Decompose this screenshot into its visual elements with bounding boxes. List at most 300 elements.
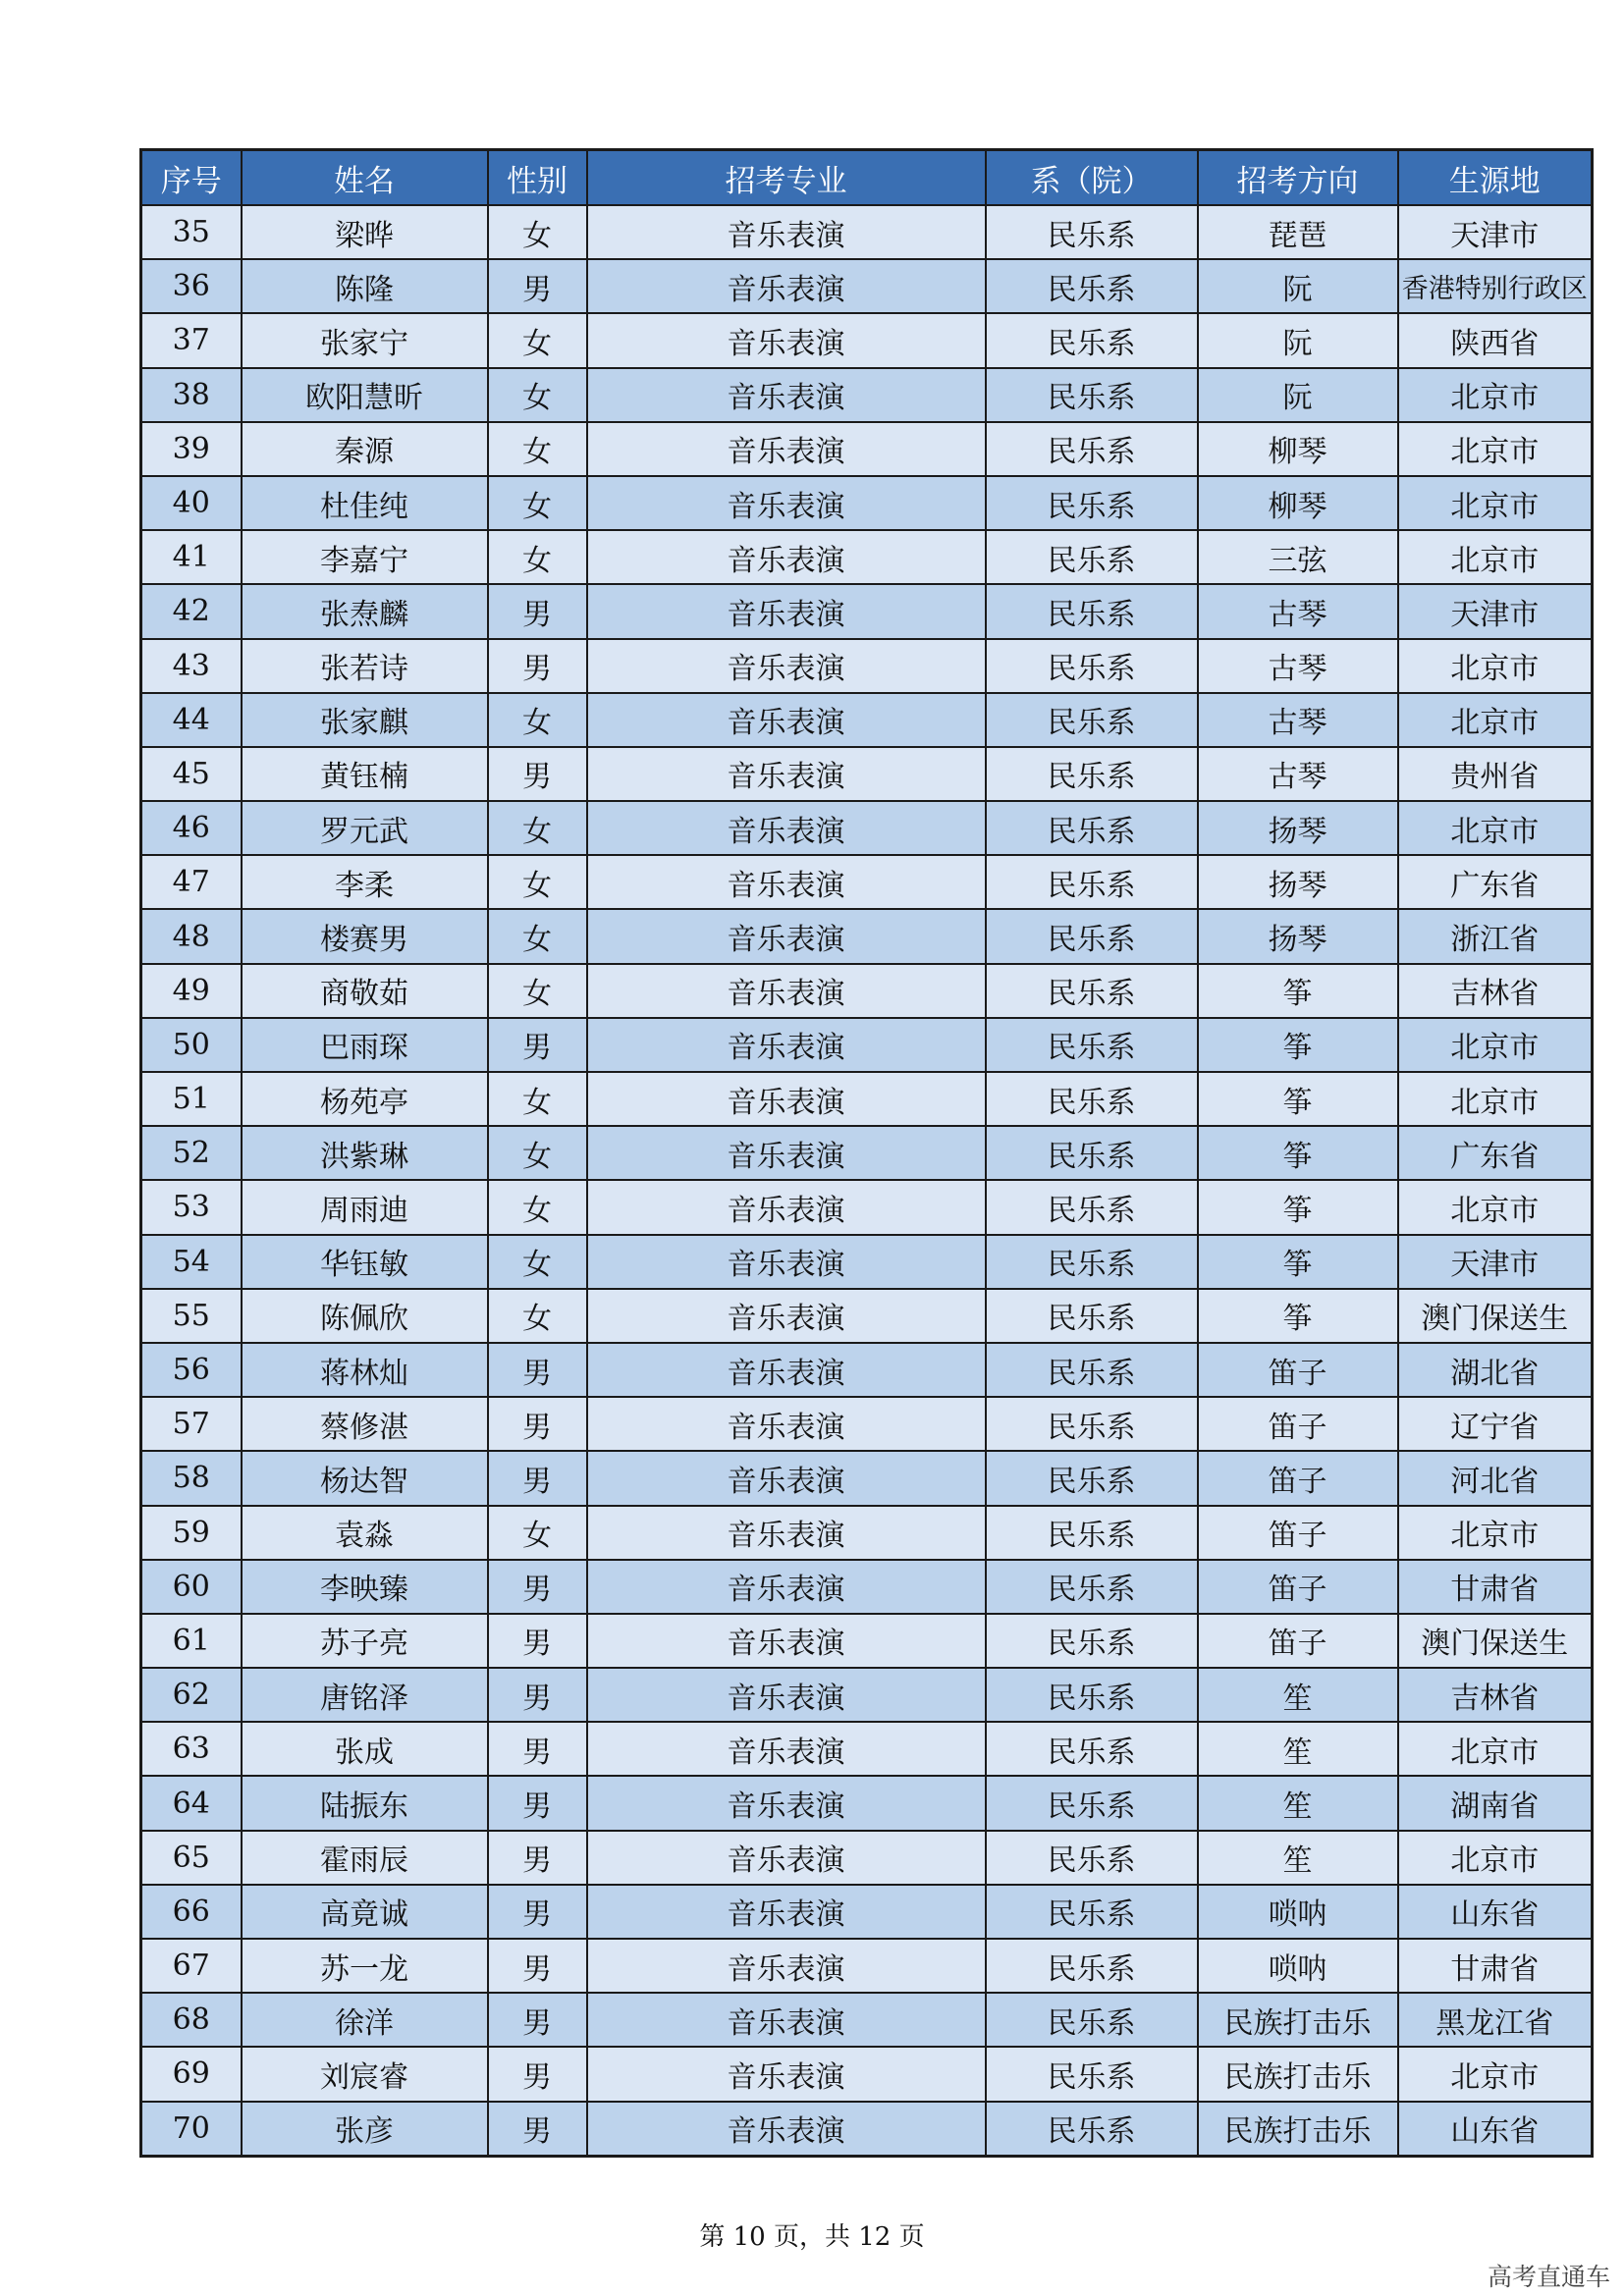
cell-gender: 女 [488, 530, 587, 584]
cell-gender: 男 [488, 259, 587, 313]
cell-direction: 筝 [1198, 1018, 1398, 1072]
cell-direction: 笛子 [1198, 1560, 1398, 1614]
cell-index: 38 [141, 368, 242, 422]
cell-gender: 男 [488, 1939, 587, 1993]
cell-index: 56 [141, 1343, 242, 1397]
cell-direction: 笛子 [1198, 1451, 1398, 1505]
table-row [141, 964, 1593, 1018]
table-row [141, 1722, 1593, 1776]
cell-department: 民乐系 [986, 1776, 1198, 1830]
header-gender: 性别 [488, 150, 587, 206]
cell-origin: 香港特别行政区 [1398, 259, 1593, 313]
cell-name: 周雨迪 [242, 1180, 488, 1234]
table-row [141, 639, 1593, 693]
table-row [141, 1560, 1593, 1614]
cell-name: 欧阳慧昕 [242, 368, 488, 422]
cell-major: 音乐表演 [587, 2102, 986, 2157]
cell-index: 58 [141, 1451, 242, 1505]
cell-department: 民乐系 [986, 1235, 1198, 1289]
cell-major: 音乐表演 [587, 1993, 986, 2047]
cell-index: 52 [141, 1126, 242, 1180]
admission-roster-table [139, 148, 1594, 2158]
cell-index: 68 [141, 1993, 242, 2047]
cell-index: 67 [141, 1939, 242, 1993]
cell-major: 音乐表演 [587, 693, 986, 747]
header-index: 序号 [141, 150, 242, 206]
table-row [141, 1885, 1593, 1939]
page-number-footer: 第 10 页，共 12 页 [699, 2222, 925, 2252]
cell-name: 陈隆 [242, 259, 488, 313]
cell-direction: 笙 [1198, 1831, 1398, 1885]
cell-gender: 女 [488, 1289, 587, 1343]
cell-gender: 女 [488, 1235, 587, 1289]
cell-gender: 男 [488, 1018, 587, 1072]
cell-name: 唐铭泽 [242, 1668, 488, 1722]
cell-department: 民乐系 [986, 1289, 1198, 1343]
cell-direction: 古琴 [1198, 584, 1398, 638]
cell-origin: 北京市 [1398, 1180, 1593, 1234]
cell-name: 罗元武 [242, 801, 488, 855]
cell-direction: 扬琴 [1198, 855, 1398, 909]
cell-direction: 民族打击乐 [1198, 1993, 1398, 2047]
cell-gender: 女 [488, 909, 587, 963]
cell-name: 袁淼 [242, 1506, 488, 1560]
cell-major: 音乐表演 [587, 855, 986, 909]
table-row [141, 1235, 1593, 1289]
cell-origin: 甘肃省 [1398, 1939, 1593, 1993]
header-department: 系（院） [986, 150, 1198, 206]
cell-direction: 扬琴 [1198, 909, 1398, 963]
cell-origin: 北京市 [1398, 2047, 1593, 2101]
cell-name: 张家宁 [242, 313, 488, 367]
cell-index: 49 [141, 964, 242, 1018]
cell-major: 音乐表演 [587, 747, 986, 801]
cell-index: 36 [141, 259, 242, 313]
table-row [141, 1072, 1593, 1126]
cell-major: 音乐表演 [587, 1126, 986, 1180]
table-row [141, 2102, 1593, 2157]
cell-index: 70 [141, 2102, 242, 2157]
cell-gender: 女 [488, 368, 587, 422]
cell-origin: 北京市 [1398, 1018, 1593, 1072]
cell-gender: 男 [488, 1397, 587, 1451]
cell-major: 音乐表演 [587, 1397, 986, 1451]
cell-major: 音乐表演 [587, 1506, 986, 1560]
table-row [141, 1451, 1593, 1505]
cell-major: 音乐表演 [587, 476, 986, 530]
cell-department: 民乐系 [986, 855, 1198, 909]
header-major: 招考专业 [587, 150, 986, 206]
cell-department: 民乐系 [986, 909, 1198, 963]
cell-direction: 笙 [1198, 1776, 1398, 1830]
cell-index: 62 [141, 1668, 242, 1722]
cell-origin: 天津市 [1398, 584, 1593, 638]
cell-gender: 男 [488, 1668, 587, 1722]
cell-major: 音乐表演 [587, 1451, 986, 1505]
cell-direction: 古琴 [1198, 693, 1398, 747]
cell-index: 45 [141, 747, 242, 801]
cell-origin: 北京市 [1398, 801, 1593, 855]
cell-name: 蔡修湛 [242, 1397, 488, 1451]
cell-department: 民乐系 [986, 1722, 1198, 1776]
cell-gender: 女 [488, 476, 587, 530]
cell-major: 音乐表演 [587, 259, 986, 313]
cell-direction: 筝 [1198, 964, 1398, 1018]
cell-index: 66 [141, 1885, 242, 1939]
cell-direction: 阮 [1198, 368, 1398, 422]
cell-index: 60 [141, 1560, 242, 1614]
table-row [141, 1776, 1593, 1830]
cell-index: 64 [141, 1776, 242, 1830]
cell-department: 民乐系 [986, 422, 1198, 476]
cell-major: 音乐表演 [587, 1018, 986, 1072]
cell-name: 刘宸睿 [242, 2047, 488, 2101]
cell-origin: 天津市 [1398, 205, 1593, 259]
cell-department: 民乐系 [986, 1126, 1198, 1180]
header-name: 姓名 [242, 150, 488, 206]
cell-major: 音乐表演 [587, 1776, 986, 1830]
cell-gender: 男 [488, 747, 587, 801]
cell-gender: 男 [488, 2047, 587, 2101]
header-origin: 生源地 [1398, 150, 1593, 206]
cell-gender: 男 [488, 584, 587, 638]
cell-gender: 男 [488, 1560, 587, 1614]
cell-index: 42 [141, 584, 242, 638]
cell-origin: 北京市 [1398, 476, 1593, 530]
cell-major: 音乐表演 [587, 1831, 986, 1885]
cell-direction: 民族打击乐 [1198, 2047, 1398, 2101]
cell-department: 民乐系 [986, 1072, 1198, 1126]
cell-department: 民乐系 [986, 1397, 1198, 1451]
cell-direction: 筝 [1198, 1180, 1398, 1234]
cell-name: 杨苑亭 [242, 1072, 488, 1126]
cell-direction: 笙 [1198, 1668, 1398, 1722]
cell-origin: 甘肃省 [1398, 1560, 1593, 1614]
cell-index: 65 [141, 1831, 242, 1885]
cell-department: 民乐系 [986, 2047, 1198, 2101]
cell-name: 梁晔 [242, 205, 488, 259]
cell-origin: 河北省 [1398, 1451, 1593, 1505]
cell-origin: 湖南省 [1398, 1776, 1593, 1830]
cell-name: 陈佩欣 [242, 1289, 488, 1343]
cell-department: 民乐系 [986, 530, 1198, 584]
cell-gender: 男 [488, 1451, 587, 1505]
cell-name: 张若诗 [242, 639, 488, 693]
cell-department: 民乐系 [986, 368, 1198, 422]
cell-name: 黄钰楠 [242, 747, 488, 801]
cell-origin: 北京市 [1398, 1506, 1593, 1560]
cell-department: 民乐系 [986, 2102, 1198, 2157]
cell-direction: 笛子 [1198, 1506, 1398, 1560]
table-row [141, 855, 1593, 909]
table-header [141, 150, 1593, 206]
cell-major: 音乐表演 [587, 1180, 986, 1234]
cell-department: 民乐系 [986, 1993, 1198, 2047]
cell-department: 民乐系 [986, 1018, 1198, 1072]
table-row [141, 1343, 1593, 1397]
cell-gender: 女 [488, 1126, 587, 1180]
cell-gender: 女 [488, 964, 587, 1018]
table-row [141, 368, 1593, 422]
cell-major: 音乐表演 [587, 1235, 986, 1289]
table-row [141, 313, 1593, 367]
table-row [141, 584, 1593, 638]
cell-department: 民乐系 [986, 259, 1198, 313]
table-row [141, 1506, 1593, 1560]
cell-major: 音乐表演 [587, 909, 986, 963]
cell-origin: 山东省 [1398, 2102, 1593, 2157]
cell-index: 63 [141, 1722, 242, 1776]
cell-index: 35 [141, 205, 242, 259]
cell-major: 音乐表演 [587, 1885, 986, 1939]
table-row [141, 1180, 1593, 1234]
cell-department: 民乐系 [986, 1939, 1198, 1993]
cell-direction: 古琴 [1198, 747, 1398, 801]
cell-name: 秦源 [242, 422, 488, 476]
cell-name: 华钰敏 [242, 1235, 488, 1289]
cell-major: 音乐表演 [587, 1289, 986, 1343]
cell-direction: 筝 [1198, 1072, 1398, 1126]
cell-gender: 女 [488, 855, 587, 909]
cell-origin: 广东省 [1398, 1126, 1593, 1180]
cell-direction: 柳琴 [1198, 476, 1398, 530]
cell-name: 蒋林灿 [242, 1343, 488, 1397]
cell-name: 张彦 [242, 2102, 488, 2157]
cell-department: 民乐系 [986, 1506, 1198, 1560]
cell-origin: 北京市 [1398, 1831, 1593, 1885]
table-row [141, 747, 1593, 801]
table-row [141, 259, 1593, 313]
table-row [141, 693, 1593, 747]
cell-major: 音乐表演 [587, 2047, 986, 2101]
cell-origin: 澳门保送生 [1398, 1289, 1593, 1343]
cell-origin: 天津市 [1398, 1235, 1593, 1289]
cell-major: 音乐表演 [587, 964, 986, 1018]
table-body [141, 205, 1593, 2156]
cell-gender: 女 [488, 1072, 587, 1126]
cell-name: 霍雨辰 [242, 1831, 488, 1885]
cell-origin: 黑龙江省 [1398, 1993, 1593, 2047]
cell-direction: 笛子 [1198, 1343, 1398, 1397]
cell-department: 民乐系 [986, 1560, 1198, 1614]
cell-name: 李映臻 [242, 1560, 488, 1614]
cell-department: 民乐系 [986, 1614, 1198, 1668]
cell-name: 陆振东 [242, 1776, 488, 1830]
cell-gender: 女 [488, 313, 587, 367]
cell-name: 杨达智 [242, 1451, 488, 1505]
header-row [141, 150, 1593, 206]
table-row [141, 1397, 1593, 1451]
cell-name: 商敬茹 [242, 964, 488, 1018]
cell-major: 音乐表演 [587, 1668, 986, 1722]
cell-name: 苏一龙 [242, 1939, 488, 1993]
cell-major: 音乐表演 [587, 368, 986, 422]
cell-department: 民乐系 [986, 313, 1198, 367]
cell-origin: 北京市 [1398, 368, 1593, 422]
cell-gender: 男 [488, 1722, 587, 1776]
cell-gender: 女 [488, 205, 587, 259]
cell-direction: 筝 [1198, 1235, 1398, 1289]
cell-major: 音乐表演 [587, 584, 986, 638]
cell-direction: 古琴 [1198, 639, 1398, 693]
cell-direction: 笛子 [1198, 1614, 1398, 1668]
cell-direction: 民族打击乐 [1198, 2102, 1398, 2157]
cell-index: 59 [141, 1506, 242, 1560]
table-row [141, 1018, 1593, 1072]
cell-index: 57 [141, 1397, 242, 1451]
cell-index: 41 [141, 530, 242, 584]
cell-major: 音乐表演 [587, 205, 986, 259]
cell-origin: 山东省 [1398, 1885, 1593, 1939]
cell-origin: 北京市 [1398, 1072, 1593, 1126]
cell-direction: 阮 [1198, 259, 1398, 313]
table-row [141, 801, 1593, 855]
cell-index: 54 [141, 1235, 242, 1289]
cell-name: 楼赛男 [242, 909, 488, 963]
table-row [141, 476, 1593, 530]
cell-name: 徐洋 [242, 1993, 488, 2047]
cell-origin: 辽宁省 [1398, 1397, 1593, 1451]
cell-origin: 吉林省 [1398, 964, 1593, 1018]
cell-major: 音乐表演 [587, 530, 986, 584]
cell-name: 张家麒 [242, 693, 488, 747]
cell-direction: 柳琴 [1198, 422, 1398, 476]
cell-major: 音乐表演 [587, 1939, 986, 1993]
cell-department: 民乐系 [986, 693, 1198, 747]
cell-index: 44 [141, 693, 242, 747]
cell-gender: 男 [488, 1343, 587, 1397]
table-row [141, 1831, 1593, 1885]
cell-department: 民乐系 [986, 1343, 1198, 1397]
cell-department: 民乐系 [986, 964, 1198, 1018]
cell-gender: 女 [488, 693, 587, 747]
cell-origin: 吉林省 [1398, 1668, 1593, 1722]
cell-gender: 男 [488, 1885, 587, 1939]
cell-direction: 三弦 [1198, 530, 1398, 584]
cell-origin: 澳门保送生 [1398, 1614, 1593, 1668]
watermark-text: 高考直通车 [1487, 2263, 1610, 2291]
cell-department: 民乐系 [986, 747, 1198, 801]
cell-department: 民乐系 [986, 1451, 1198, 1505]
cell-name: 李柔 [242, 855, 488, 909]
cell-index: 48 [141, 909, 242, 963]
table-row [141, 530, 1593, 584]
cell-direction: 筝 [1198, 1289, 1398, 1343]
cell-origin: 陕西省 [1398, 313, 1593, 367]
cell-gender: 男 [488, 639, 587, 693]
cell-major: 音乐表演 [587, 1614, 986, 1668]
table-row [141, 1289, 1593, 1343]
cell-index: 47 [141, 855, 242, 909]
cell-major: 音乐表演 [587, 1722, 986, 1776]
cell-direction: 笛子 [1198, 1397, 1398, 1451]
cell-name: 高竟诚 [242, 1885, 488, 1939]
cell-major: 音乐表演 [587, 422, 986, 476]
table-row [141, 909, 1593, 963]
cell-direction: 扬琴 [1198, 801, 1398, 855]
table-row [141, 1614, 1593, 1668]
cell-name: 杜佳纯 [242, 476, 488, 530]
cell-major: 音乐表演 [587, 639, 986, 693]
cell-major: 音乐表演 [587, 1343, 986, 1397]
cell-index: 61 [141, 1614, 242, 1668]
cell-origin: 北京市 [1398, 422, 1593, 476]
cell-index: 55 [141, 1289, 242, 1343]
cell-index: 51 [141, 1072, 242, 1126]
cell-direction: 唢呐 [1198, 1939, 1398, 1993]
cell-gender: 女 [488, 1180, 587, 1234]
cell-major: 音乐表演 [587, 801, 986, 855]
cell-department: 民乐系 [986, 801, 1198, 855]
cell-name: 苏子亮 [242, 1614, 488, 1668]
cell-name: 李嘉宁 [242, 530, 488, 584]
cell-direction: 笙 [1198, 1722, 1398, 1776]
table-row [141, 422, 1593, 476]
header-direction: 招考方向 [1198, 150, 1398, 206]
cell-gender: 男 [488, 1614, 587, 1668]
cell-index: 40 [141, 476, 242, 530]
cell-origin: 湖北省 [1398, 1343, 1593, 1397]
cell-department: 民乐系 [986, 1831, 1198, 1885]
cell-department: 民乐系 [986, 584, 1198, 638]
cell-department: 民乐系 [986, 639, 1198, 693]
cell-gender: 女 [488, 422, 587, 476]
cell-index: 43 [141, 639, 242, 693]
cell-major: 音乐表演 [587, 1072, 986, 1126]
table-row [141, 205, 1593, 259]
cell-index: 69 [141, 2047, 242, 2101]
table-row [141, 1668, 1593, 1722]
cell-department: 民乐系 [986, 205, 1198, 259]
cell-index: 53 [141, 1180, 242, 1234]
cell-name: 张焘麟 [242, 584, 488, 638]
cell-direction: 唢呐 [1198, 1885, 1398, 1939]
cell-name: 张成 [242, 1722, 488, 1776]
cell-index: 39 [141, 422, 242, 476]
cell-department: 民乐系 [986, 1180, 1198, 1234]
cell-gender: 女 [488, 801, 587, 855]
cell-origin: 广东省 [1398, 855, 1593, 909]
cell-gender: 男 [488, 1776, 587, 1830]
cell-direction: 琵琶 [1198, 205, 1398, 259]
cell-origin: 北京市 [1398, 639, 1593, 693]
cell-department: 民乐系 [986, 476, 1198, 530]
cell-gender: 男 [488, 2102, 587, 2157]
cell-origin: 浙江省 [1398, 909, 1593, 963]
table-row [141, 1993, 1593, 2047]
cell-department: 民乐系 [986, 1668, 1198, 1722]
cell-major: 音乐表演 [587, 1560, 986, 1614]
cell-origin: 贵州省 [1398, 747, 1593, 801]
cell-origin: 北京市 [1398, 693, 1593, 747]
table-row [141, 1126, 1593, 1180]
table-row [141, 1939, 1593, 1993]
cell-department: 民乐系 [986, 1885, 1198, 1939]
cell-index: 46 [141, 801, 242, 855]
cell-index: 50 [141, 1018, 242, 1072]
cell-major: 音乐表演 [587, 313, 986, 367]
cell-index: 37 [141, 313, 242, 367]
cell-gender: 女 [488, 1506, 587, 1560]
cell-name: 洪紫琳 [242, 1126, 488, 1180]
cell-direction: 阮 [1198, 313, 1398, 367]
cell-direction: 筝 [1198, 1126, 1398, 1180]
cell-origin: 北京市 [1398, 1722, 1593, 1776]
cell-gender: 男 [488, 1993, 587, 2047]
table-row [141, 2047, 1593, 2101]
cell-gender: 男 [488, 1831, 587, 1885]
cell-origin: 北京市 [1398, 530, 1593, 584]
